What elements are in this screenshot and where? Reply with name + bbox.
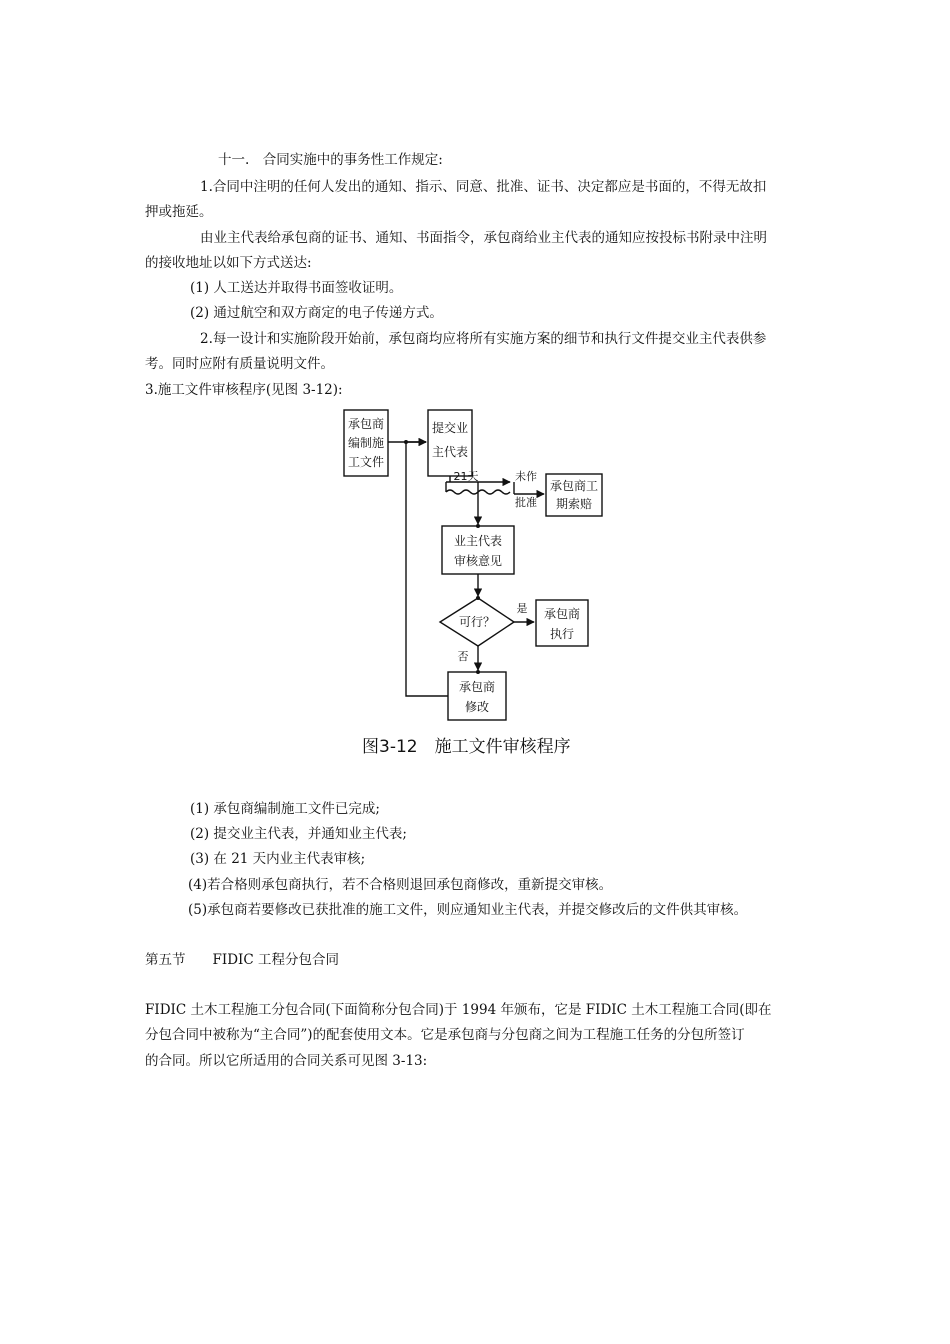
list-item: (1) 人工送达并取得书面签收证明。	[190, 280, 403, 296]
list-item: (5)承包商若要修改已获批准的施工文件，则应通知业主代表，并提交修改后的文件供其审核。	[188, 902, 748, 918]
box-label: 期索赔	[555, 497, 593, 511]
box-label: 修改	[464, 700, 490, 714]
box-label: 主代表	[431, 445, 469, 459]
paragraph-line: 考。同时应附有质量说明文件。	[145, 356, 334, 372]
no-label: 否	[457, 650, 469, 663]
not-approved-label: 批准	[515, 496, 537, 509]
paragraph-line: 3.施工文件审核程序(见图 3-12):	[145, 382, 343, 398]
list-item: (2) 通过航空和双方商定的电子传递方式。	[190, 305, 443, 321]
box-label: 执行	[549, 627, 575, 641]
paragraph-line: 的合同。所以它所适用的合同关系可见图 3-13:	[145, 1053, 428, 1069]
box-label: 审核意见	[453, 554, 503, 568]
box-label: 承包商	[458, 680, 496, 694]
box-label: 编制施	[347, 436, 385, 450]
section-heading: 第五节 FIDIC 工程分包合同	[145, 952, 339, 968]
list-item: (1) 承包商编制施工文件已完成;	[190, 801, 380, 817]
box-label: 承包商	[543, 607, 581, 621]
box-label: 承包商工	[549, 479, 599, 493]
list-item: (2) 提交业主代表，并通知业主代表;	[190, 826, 407, 842]
paragraph-line: 1.合同中注明的任何人发出的通知、指示、同意、批准、证书、决定都应是书面的，不得无故扣	[200, 179, 767, 195]
list-item: (3) 在 21 天内业主代表审核;	[190, 851, 366, 867]
section-heading: 十一. 合同实施中的事务性工作规定:	[218, 152, 443, 168]
flowchart-svg	[330, 400, 630, 770]
days-label: 21天	[453, 470, 479, 483]
decision-label: 可行？	[458, 615, 496, 629]
box-label: 业主代表	[453, 534, 503, 548]
box-submit	[428, 410, 472, 476]
paragraph-line: 分包合同中被称为“主合同”)的配套使用文本。它是承包商与分包商之间为工程施工任务的分包所签订	[145, 1027, 745, 1043]
flowchart-figure	[330, 400, 630, 770]
paragraph-line: 2.每一设计和实施阶段开始前，承包商均应将所有实施方案的细节和执行文件提交业主代表供参	[200, 331, 767, 347]
paragraph-line: 由业主代表给承包商的证书、通知、书面指令，承包商给业主代表的通知应按投标书附录中注明	[200, 230, 767, 246]
box-label: 承包商	[347, 417, 385, 431]
not-approved-label: 未作	[515, 470, 537, 483]
figure-caption: 图3-12 施工文件审核程序	[362, 737, 571, 757]
paragraph-line: 押或拖延。	[145, 204, 213, 220]
box-label: 工文件	[347, 455, 385, 469]
list-item: (4)若合格则承包商执行，若不合格则退回承包商修改，重新提交审核。	[188, 877, 613, 893]
paragraph-line: 的接收地址以如下方式送达:	[145, 255, 312, 271]
paragraph-line: FIDIC 土木工程施工分包合同(下面简称分包合同)于 1994 年颁布，它是 FIDIC 土木工程施工合同(即在	[145, 1002, 772, 1018]
box-label: 提交业	[431, 421, 469, 435]
yes-label: 是	[516, 602, 528, 615]
